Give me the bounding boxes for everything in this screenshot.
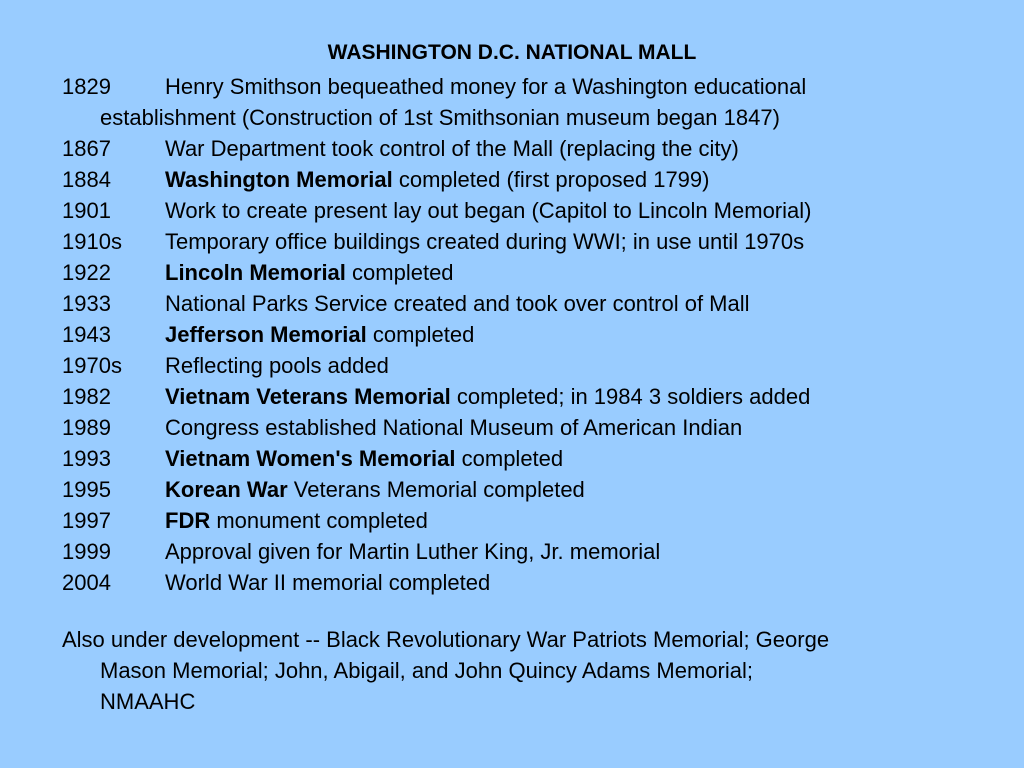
entry-text: Congress established National Museum of American Indian (165, 415, 743, 440)
entry-highlight: Lincoln Memorial (165, 260, 346, 285)
entry-text: Veterans Memorial completed (287, 477, 585, 502)
entry-text: Reflecting pools added (165, 353, 389, 378)
entry-year: 1933 (62, 291, 111, 316)
timeline-entry-1829 (62, 71, 992, 133)
entry-text: Approval given for Martin Luther King, Jr. memorial (165, 539, 661, 564)
timeline-entry-1997 (62, 505, 992, 536)
entry-year: 1884 (62, 167, 111, 192)
timeline-entry-1982 (62, 381, 992, 412)
entry-text: War Department took control of the Mall (replacing the city) (165, 136, 739, 161)
timeline-entry-1995 (62, 474, 992, 505)
entry-year: 1829 (62, 74, 111, 99)
entry-text: monument completed (210, 508, 428, 533)
entry-highlight: Jefferson Memorial (165, 322, 367, 347)
entry-highlight: Washington Memorial (165, 167, 393, 192)
note-line: NMAAHC (100, 689, 196, 714)
entry-text: Henry Smithson bequeathed money for a Washington educational (165, 74, 807, 99)
entry-text: Temporary office buildings created during WWI; in use until 1970s (165, 229, 805, 254)
entry-year: 1970s (62, 353, 122, 378)
timeline-entry-2004 (62, 567, 992, 598)
slide-title: WASHINGTON D.C. NATIONAL MALL (327, 41, 697, 64)
note-line: Mason Memorial; John, Abigail, and John Quincy Adams Memorial; (100, 658, 753, 683)
development-note (62, 624, 1002, 717)
entry-year: 1999 (62, 539, 111, 564)
entry-year: 1867 (62, 136, 111, 161)
entry-highlight: Korean War (165, 477, 288, 502)
entry-year: 1982 (62, 384, 111, 409)
entry-text: World War II memorial completed (165, 570, 491, 595)
timeline-entry-1884 (62, 164, 992, 195)
timeline-entry-1933 (62, 288, 992, 319)
entry-year: 1922 (62, 260, 111, 285)
entry-year: 2004 (62, 570, 111, 595)
entry-text: completed (366, 322, 475, 347)
entry-highlight: Vietnam Women's Memorial (165, 446, 456, 471)
entry-text-continued: establishment (Construction of 1st Smithsonian museum began 1847) (100, 105, 780, 130)
timeline-entry-1910s (62, 226, 992, 257)
timeline-entry-1922 (62, 257, 992, 288)
timeline-entry-1999 (62, 536, 992, 567)
timeline-entry-1993 (62, 443, 992, 474)
entry-year: 1993 (62, 446, 111, 471)
entry-text: completed (455, 446, 564, 471)
entry-year: 1997 (62, 508, 111, 533)
entry-text: Work to create present lay out began (Capitol to Lincoln Memorial) (165, 198, 812, 223)
entry-highlight: FDR (165, 508, 211, 533)
timeline-entry-1970s (62, 350, 992, 381)
entry-year: 1943 (62, 322, 111, 347)
entry-year: 1995 (62, 477, 111, 502)
entry-year: 1901 (62, 198, 111, 223)
timeline-entry-1867 (62, 133, 992, 164)
timeline-entry-1901 (62, 195, 992, 226)
timeline-entry-1989 (62, 412, 992, 443)
note-line: Also under development -- Black Revolutionary War Patriots Memorial; George (62, 627, 830, 652)
entry-text: completed (first proposed 1799) (392, 167, 710, 192)
entry-year: 1910s (62, 229, 122, 254)
entry-text: completed; in 1984 3 soldiers added (450, 384, 811, 409)
entry-year: 1989 (62, 415, 111, 440)
entry-highlight: Vietnam Veterans Memorial (165, 384, 451, 409)
entry-text: National Parks Service created and took over control of Mall (165, 291, 750, 316)
entry-text: completed (345, 260, 454, 285)
timeline-entry-1943 (62, 319, 992, 350)
timeline-list (62, 71, 992, 598)
